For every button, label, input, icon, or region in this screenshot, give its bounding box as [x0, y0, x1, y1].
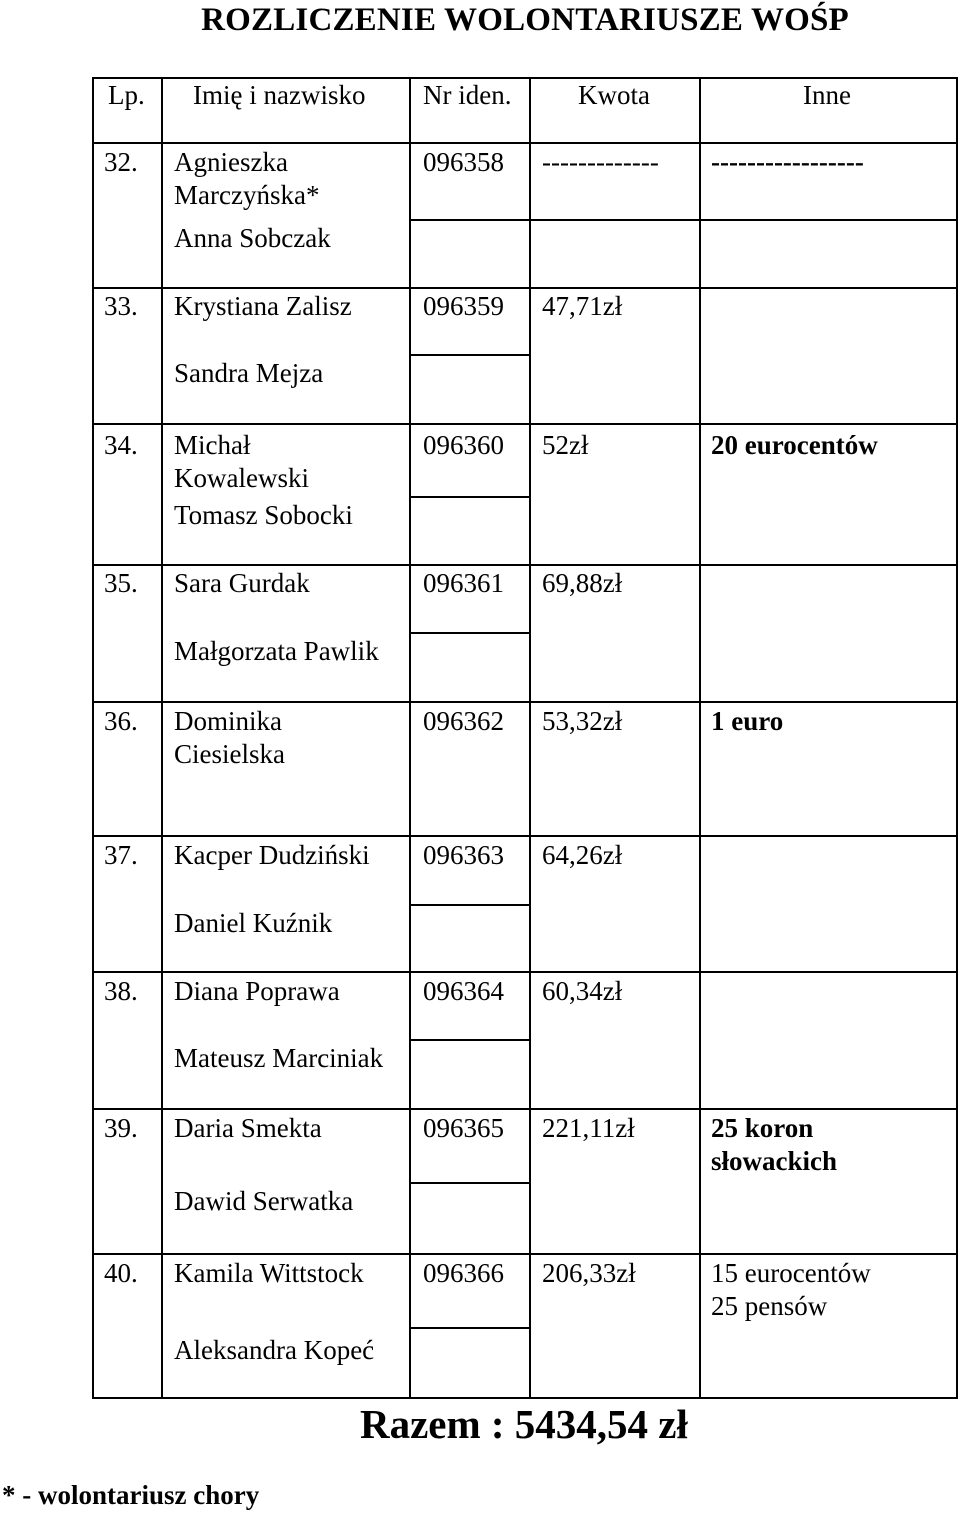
header-other: Inne: [803, 80, 851, 110]
row-other: 25 koron: [711, 1113, 814, 1143]
col-border: [161, 77, 163, 1399]
row-divider: [92, 1108, 958, 1110]
row-name: Daria Smekta: [174, 1113, 322, 1143]
row-divider: [92, 564, 958, 566]
row-lp: 38.: [104, 976, 138, 1006]
row-id: 096360: [423, 430, 504, 460]
row-id: 096365: [423, 1113, 504, 1143]
header-divider: [92, 142, 958, 144]
row-amount: 64,26zł: [542, 840, 623, 870]
row-name-second: Sandra Mejza: [174, 358, 324, 388]
row-name: Sara Gurdak: [174, 568, 310, 598]
row-divider: [411, 1327, 531, 1329]
row-amount: 47,71zł: [542, 291, 623, 321]
row-other: 25 pensów: [711, 1291, 828, 1321]
row-amount: 53,32zł: [542, 706, 623, 736]
row-divider: [92, 423, 958, 425]
row-lp: 32.: [104, 147, 138, 177]
row-name: Kowalewski: [174, 463, 309, 493]
col-border: [699, 77, 701, 1399]
col-border: [92, 77, 94, 1399]
row-divider: [411, 496, 531, 498]
row-name-second: Małgorzata Pawlik: [174, 636, 379, 666]
row-divider: [92, 701, 958, 703]
row-lp: 34.: [104, 430, 138, 460]
row-divider: [92, 971, 958, 973]
row-other: 20 eurocentów: [711, 430, 878, 460]
row-divider: [411, 354, 531, 356]
row-name-second: Mateusz Marciniak: [174, 1043, 384, 1073]
row-name: Marczyńska*: [174, 180, 320, 210]
row-id: 096363: [423, 840, 504, 870]
col-border: [409, 77, 411, 1399]
row-name: Agnieszka: [174, 147, 288, 177]
row-lp: 35.: [104, 568, 138, 598]
row-lp: 33.: [104, 291, 138, 321]
header-amount: Kwota: [578, 80, 650, 110]
row-lp: 39.: [104, 1113, 138, 1143]
row-divider: [411, 632, 531, 634]
row-name: Krystiana Zalisz: [174, 291, 352, 321]
row-divider: [92, 835, 958, 837]
row-id: 096362: [423, 706, 504, 736]
header-id: Nr iden.: [423, 80, 512, 110]
col-border: [529, 77, 531, 1399]
row-amount: 60,34zł: [542, 976, 623, 1006]
table-border-bottom: [92, 1397, 958, 1399]
row-name-second: Tomasz Sobocki: [174, 500, 353, 530]
row-id: 096361: [423, 568, 504, 598]
row-name: Kacper Dudziński: [174, 840, 370, 870]
row-amount: 221,11zł: [542, 1113, 635, 1143]
row-amount: 52zł: [542, 430, 589, 460]
row-other: 1 euro: [711, 706, 784, 736]
header-name: Imię i nazwisko: [193, 80, 366, 110]
row-id: 096359: [423, 291, 504, 321]
row-name: Diana Poprawa: [174, 976, 340, 1006]
row-amount: 69,88zł: [542, 568, 623, 598]
row-name-second: Anna Sobczak: [174, 223, 331, 253]
footnote: * - wolontariusz chory: [2, 1480, 260, 1510]
row-name: Kamila Wittstock: [174, 1258, 364, 1288]
row-lp: 36.: [104, 706, 138, 736]
row-lp: 40.: [104, 1258, 138, 1288]
table-border-right: [956, 77, 958, 1399]
grand-total: Razem : 5434,54 zł: [360, 1401, 688, 1447]
row-name-second: Daniel Kuźnik: [174, 908, 333, 938]
row-divider: [411, 1182, 531, 1184]
row-name: Michał: [174, 430, 251, 460]
row-id: 096358: [423, 147, 504, 177]
row-divider: [411, 1039, 531, 1041]
row-id: 096364: [423, 976, 504, 1006]
row-amount: -------------: [542, 147, 659, 177]
row-other: słowackich: [711, 1146, 838, 1176]
row-name-second: Dawid Serwatka: [174, 1186, 354, 1216]
header-lp: Lp.: [108, 80, 145, 110]
row-divider: [411, 904, 531, 906]
row-other: -----------------: [711, 147, 864, 177]
row-amount: 206,33zł: [542, 1258, 636, 1288]
row-divider: [92, 287, 958, 289]
row-lp: 37.: [104, 840, 138, 870]
row-name: Ciesielska: [174, 739, 285, 769]
row-divider: [92, 1253, 958, 1255]
row-divider: [411, 219, 958, 221]
row-id: 096366: [423, 1258, 504, 1288]
row-name: Dominika: [174, 706, 282, 736]
row-other: 15 eurocentów: [711, 1258, 871, 1288]
row-name-second: Aleksandra Kopeć: [174, 1335, 375, 1365]
page-title: ROZLICZENIE WOLONTARIUSZE WOŚP: [201, 2, 849, 38]
